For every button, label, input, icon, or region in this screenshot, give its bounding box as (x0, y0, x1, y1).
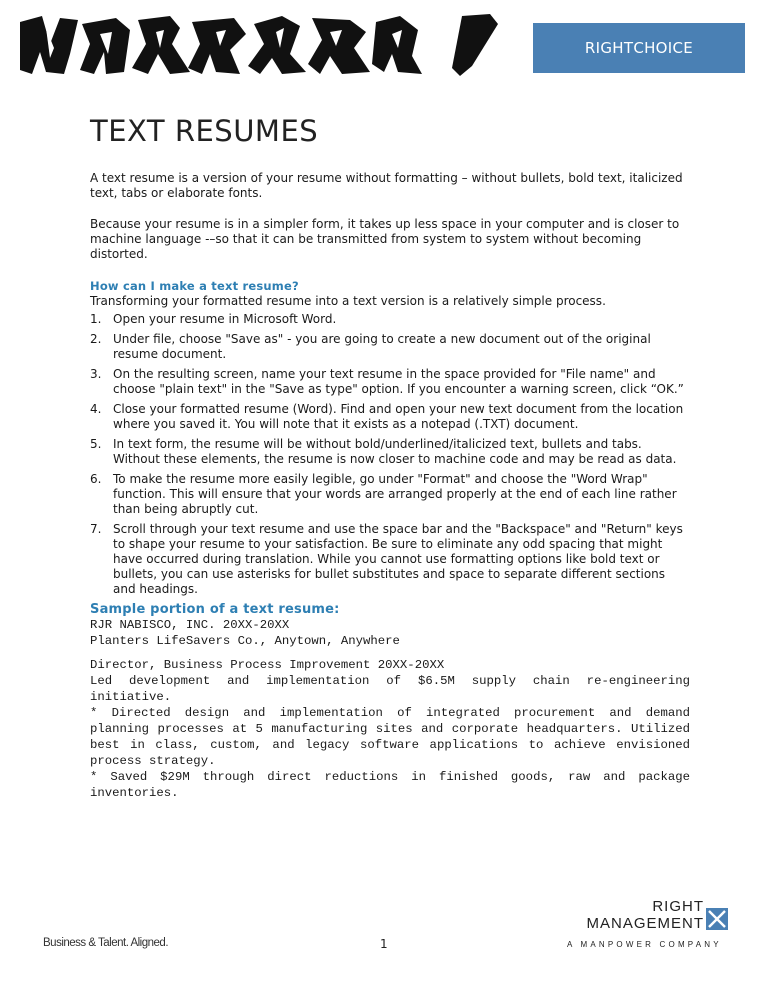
document-body (90, 171, 690, 801)
logo-x-mark-icon (706, 904, 728, 932)
sample-line: Planters LifeSavers Co., Anytown, Anywhere (90, 634, 400, 648)
step-number: 1. (90, 312, 102, 326)
step-text: Scroll through your text resume and use the space bar and the "Backspace" and "Return" keys to shape your resume to your satisfaction. Be sure to eliminate any odd spacing that might have occurred during translation. While you cannot use formatting options like bold text or bullets, you can use asterisks for bullet substitutes and space to separate different sections and headings. (113, 522, 683, 596)
logo-line-1: RIGHT (652, 898, 704, 915)
brush-stroke-banner (20, 14, 520, 76)
logo-line-2: MANAGEMENT (586, 915, 704, 932)
step-text: Open your resume in Microsoft Word. (113, 312, 337, 326)
right-management-logo (565, 898, 730, 954)
sample-line: RJR NABISCO, INC. 20XX-20XX (90, 618, 290, 632)
step-item (90, 312, 690, 327)
sample-line: Director, Business Process Improvement 20XX-20XX (90, 658, 445, 672)
step-text: To make the resume more easily legible, go under "Format" and choose the "Word Wrap" function. This will ensure that your words are arranged properly at the end of each line rather than being abruptly cut. (113, 472, 677, 516)
logo-line-3: A MANPOWER COMPANY (567, 940, 722, 949)
step-number: 5. (90, 437, 102, 451)
step-item (90, 332, 690, 362)
step-text: In text form, the resume will be without bold/underlined/italicized text, bullets and tabs. Without these elements, the resume is now closer to machine code and may be read as data. (113, 437, 677, 466)
intro-paragraph-2: Because your resume is in a simpler form, it takes up less space in your computer and is closer to machine language -–so that it can be transmitted from system to system without becoming distorted. (90, 217, 680, 261)
section-heading-sample: Sample portion of a text resume: (90, 602, 340, 617)
badge-choice-text: CHOICE (633, 39, 694, 57)
step-item (90, 367, 690, 397)
page-title: TEXT RESUMES (90, 114, 319, 148)
step-item (90, 522, 690, 597)
step-text: On the resulting screen, name your text resume in the space provided for "File name" and choose "plain text" in the "Save as type" option. If you encounter a warning screen, click “OK.” (113, 367, 684, 396)
sample-resume-block (90, 617, 690, 801)
sample-line: Led development and implementation of $6.5M supply chain re-engineering initiative. (90, 674, 690, 704)
step-item (90, 472, 690, 517)
steps-list (90, 312, 690, 597)
step-text: Under file, choose "Save as" - you are going to create a new document out of the original resume document. (113, 332, 651, 361)
steps-intro: Transforming your formatted resume into a text version is a relatively simple process. (90, 294, 606, 308)
page-number: 1 (380, 937, 388, 951)
sample-line: * Directed design and implementation of integrated procurement and demand planning processes at 5 manufacturing sites and corporate headquarters. Utilized best in class, custom, and legacy software applications to achieve envisioned process strategy. (90, 706, 690, 768)
right-choice-badge (533, 23, 745, 73)
step-number: 7. (90, 522, 102, 536)
footer-tagline: Business & Talent. Aligned. (43, 937, 169, 949)
sample-line: * Saved $29M through direct reductions in finished goods, raw and package inventories. (90, 770, 690, 800)
step-number: 2. (90, 332, 102, 346)
step-item (90, 437, 690, 467)
step-text: Close your formatted resume (Word). Find and open your new text document from the location where you saved it. You will note that it exists as a notepad (.TXT) document. (113, 402, 684, 431)
step-number: 3. (90, 367, 102, 381)
badge-right-text: RIGHT (584, 39, 634, 57)
section-heading-how-to: How can I make a text resume? (90, 279, 299, 293)
intro-paragraph-1: A text resume is a version of your resume without formatting – without bullets, bold text, italicized text, tabs or elaborate fonts. (90, 171, 683, 200)
step-number: 6. (90, 472, 102, 486)
step-number: 4. (90, 402, 102, 416)
step-item (90, 402, 690, 432)
